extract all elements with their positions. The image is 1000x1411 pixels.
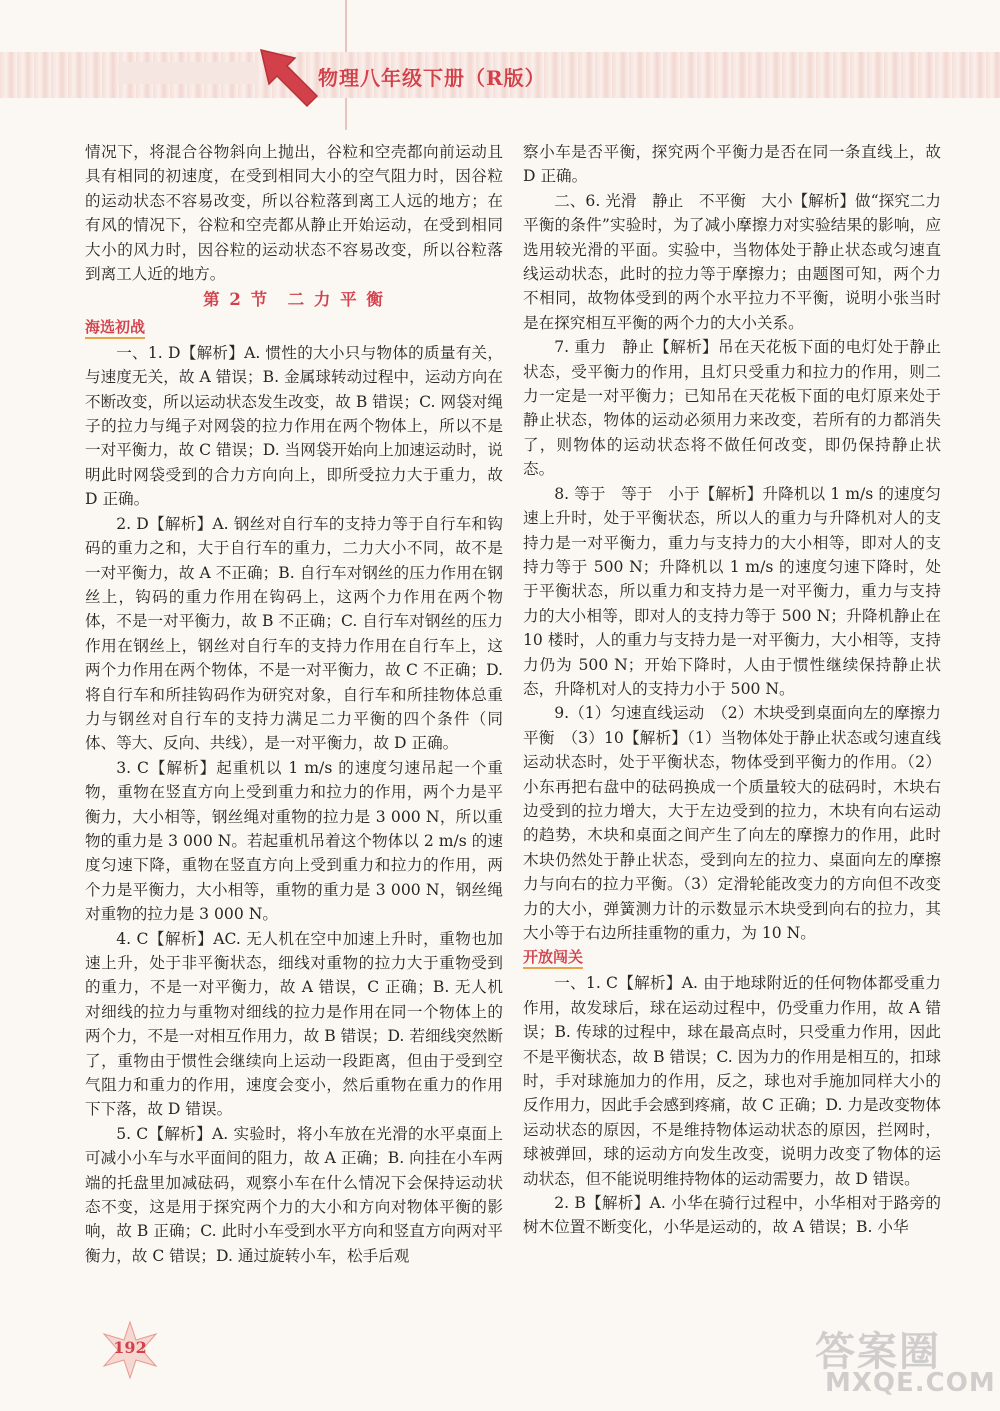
left-column [85,140,503,1268]
watermark [815,1320,996,1404]
section-title: 第 2 节 二 力 平 衡 [203,290,385,310]
answer-2: 2. D【解析】A. 钢丝对自行车的支持力等于自行车和钩码的重力之和，大于自行车的重力，二力大小不同，故不是一对平衡力，故 A 不正确；B. 自行车对钢丝的压力作用在钢丝上，钩码的重力作用在钩码上，这两个力作用在两个物体，不是一对平衡力，故 B 不正确；C. 自行车对钢丝的压力作用在钢丝上，钢丝对自行车的支持力作用在自行车上，这两个力作用在两个物体，不是一对平衡力，故 C 不正确；D. 将自行车和所挂钩码作为研究对象，自行车和所挂物体总重力与钢丝对自行车的支持力满足二力平衡的四个条件（同体、等大、反向、共线），是一对平衡力，故 D 正确。 [85,514,503,753]
header-title: 物理八年级下册（R版） [318,66,546,90]
intro-paragraph: 情况下，将混合谷物斜向上抛出，谷粒和空壳都向前运动且具有相同的初速度，在受到相同大小的空气阻力时，因谷粒的运动状态不容易改变，所以谷粒落到离工人远的地方；在有风的情况下，谷粒和空壳都从静止开始运动，在受到相同大小的风力时，因谷粒的运动状态不容易改变，所以谷粒落到离工人近的地方。 [85,143,503,284]
answer-open-2: 2. B【解析】A. 小华在骑行过程中，小华相对于路旁的树木位置不断变化，小华是运动的，故 A 错误；B. 小华 [523,1194,941,1237]
answer-7: 7. 重力 静止【解析】吊在天花板下面的电灯处于静止状态，受平衡力的作用，且灯只受重力和拉力的作用，则二力一定是一对平衡力；已知吊在天花板下面的电灯原来处于静止状态，物体的运动必须用力来改变，若所有的力都消失了，则物体的运动状态将不做任何改变，即仍保持静止状态。 [523,338,941,479]
answer-1: 一、1. D【解析】A. 惯性的大小只与物体的质量有关，与速度无关，故 A 错误；B. 金属球转动过程中，运动方向在不断改变，所以运动状态发生改变，故 B 错误；C. 网袋对绳子的拉力与绳子对网袋的拉力作用在两个物体上，所以不是一对平衡力，故 C 错误；D. 当网袋开始向上加速运动时，说明此时网袋受到的合力方向向上，即所受拉力大于重力，故 D 正确。 [85,343,503,509]
answer-8: 8. 等于 等于 小于【解析】升降机以 1 m/s 的速度匀速上升时，处于平衡状态，所以人的重力与升降机对人的支持力是一对平衡力，重力与支持力的大小相等，即对人的支持力等于 500 N；升降机以 1 m/s 的速度匀速下降时，处于平衡状态，所以重力和支持力是一对平衡力，重力与支持力的大小相等，即对人的支持力等于 500 N；升降机静止在 10 楼时，人的重力与支持力是一对平衡力，大小相等，支持力仍为 500 N；开始下降时，人由于惯性继续保持静止状态，升降机对人的支持力小于 500 N。 [523,484,941,698]
watermark-text: 答案圈 [815,1329,941,1375]
section-tag: 海选初战 [85,317,145,339]
right-column [523,140,957,1240]
page-number-badge [100,1320,160,1380]
section-tag-open: 开放闯关 [523,947,583,969]
answer-5-continued: 察小车是否平衡，探究两个平衡力是否在同一条直线上，故 D 正确。 [523,143,941,186]
header-decoration [118,62,258,84]
answer-4: 4. C【解析】AC. 无人机在空中加速上升时，重物也加速上升，处于非平衡状态，细线对重物的拉力大于重物受到的重力，不是一对平衡力，故 A 错误，C 正确；B. 无人机对细线的拉力与重物对细线的拉力是作用在同一个物体上的两个力，不是一对相互作用力，故 B 错误；D. 若细线突然断了，重物由于惯性会继续向上运动一段距离，但由于受到空气阻力和重力的作用，速度会变小，然后重物在重力的作用下下落，故 D 错误。 [85,929,503,1119]
answer-open-1: 一、1. C【解析】A. 由于地球附近的任何物体都受重力作用，故发球后，球在运动过程中，仍受重力作用，故 A 错误；B. 传球的过程中，球在最高点时，只受重力作用，因此不是平衡状态，故 B 错误；C. 因为力的作用是相互的，扣球时，手对球施加力的作用，反之，球也对手施加同样大小的反作用力，因此手会感到疼痛，故 C 正确；D. 力是改变物体运动状态的原因，不是维持物体运动状态的原因，拦网时，球被弹回，球的运动方向发生改变，说明力改变了物体的运动状态，但不能说明维持物体的运动需要力，故 D 错误。 [523,974,941,1188]
answer-3: 3. C【解析】起重机以 1 m/s 的速度匀速吊起一个重物，重物在竖直方向上受到重力和拉力的作用，两个力是平衡力，大小相等，钢丝绳对重物的拉力是 3 000 N，所以重物的重力是 3 000 N。若起重机吊着这个物体以 2 m/s 的速度匀速下降，重物在竖直方向上受到重力和拉力的作用，两个力是平衡力，大小相等，重物的重力是 3 000 N，钢丝绳对重物的拉力是 3 000 N。 [85,758,503,924]
answer-5: 5. C【解析】A. 实验时，将小车放在光滑的水平桌面上可减小小车与水平面间的阻力，故 A 正确；B. 向挂在小车两端的托盘里加减砝码，观察小车在什么情况下会保持运动状态不变，这是用于探究两个力的大小和方向对物体平衡的影响，故 B 正确；C. 此时小车受到水平方向和竖直方向两对平衡力，故 C 错误；D. 通过旋转小车，松手后观 [85,1124,503,1265]
arrow-icon-shape [261,50,317,106]
answer-9: 9.（1）匀速直线运动 （2）木块受到桌面向左的摩擦力 平衡 （3）10【解析】（1）当物体处于静止状态或匀速直线运动状态时，处于平衡状态，物体受到平衡力的作用。（2）小东再把右盘中的砝码换成一个质量较大的砝码时，木块右边受到的拉力增大，大于左边受到的拉力，木块有向右运动的趋势，木块和桌面之间产生了向左的摩擦力的作用，此时木块仍然处于静止状态，受到向左的拉力、桌面向左的摩擦力与向右的拉力平衡。（3）定滑轮能改变力的方向但不改变力的大小，弹簧测力计的示数显示木块受到向右的拉力，其大小等于右边所挂重物的重力，为 10 N。 [523,704,957,942]
page-number: 192 [113,1338,147,1357]
watermark-url: MXQE.COM [825,1368,996,1398]
answer-6: 二、6. 光滑 静止 不平衡 大小【解析】做“探究二力平衡的条件”实验时，为了减小摩擦力对实验结果的影响，应选用较光滑的平面。实验中，当物体处于静止状态或匀速直线运动状态，此时的拉力等于摩擦力；由题图可知，两个力不相同，故物体受到的两个水平拉力不平衡，说明小张当时是在探究相互平衡的两个力的大小关系。 [523,191,941,332]
arrow-icon [255,44,325,110]
